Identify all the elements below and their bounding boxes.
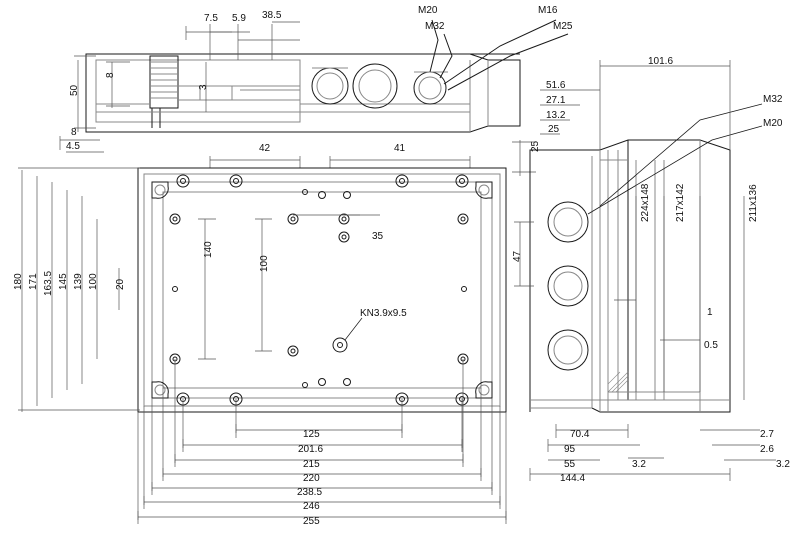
dim-label: 220 [303,473,320,484]
dim-label: 139 [73,273,84,290]
dim-label: 27.1 [546,95,566,106]
dim-label: 20 [115,278,126,290]
dim-label: 8 [105,72,116,78]
dim-label: 42 [259,143,271,154]
thread-label-kn: KN3.9x9.5 [360,308,407,319]
thread-label-m25: M25 [553,21,573,32]
dim-label: 163.5 [43,270,54,296]
dim-label: 7.5 [204,13,218,24]
dim-label: 70.4 [570,429,590,440]
dim-label: 55 [564,459,576,470]
dim-label: 238.5 [297,487,323,498]
dim-label: 100 [88,273,99,290]
dim-label: 3.2 [632,459,646,470]
dim-label: 140 [203,241,214,258]
dim-label: 0.5 [704,340,718,351]
dim-label: 35 [372,231,384,242]
dim-label: 125 [303,429,320,440]
dim-label: 25 [548,124,560,135]
dim-label: 2.7 [760,429,774,440]
dim-label: 224x148 [640,183,651,222]
dim-label: 180 [13,273,24,290]
dim-label: 201.6 [298,444,324,455]
thread-label-m32-end: M32 [763,94,783,105]
dim-label: 255 [303,516,320,527]
dim-label: 50 [69,84,80,96]
dim-label: 2.6 [760,444,774,455]
dim-label: 95 [564,444,576,455]
dim-label: 171 [28,273,39,290]
dim-label: 211x136 [748,184,759,222]
dim-label: 25 [530,140,541,152]
dim-label: 217x142 [675,183,686,222]
dim-label: 144.4 [560,473,586,484]
dim-label: 4.5 [66,141,80,152]
dim-label: 38.5 [262,10,282,21]
dim-label: 5.9 [232,13,246,24]
dim-label: 246 [303,501,320,512]
dim-label: 3 [198,84,209,90]
dim-label: 3.2 [776,459,790,470]
dim-label: 41 [394,143,406,154]
thread-label-m16: M16 [538,5,558,16]
dim-label: 1 [707,307,713,318]
dim-label: 101.6 [648,56,674,67]
dim-label: 13.2 [546,110,566,121]
thread-label-m32: M32 [425,21,445,32]
dim-label: 145 [58,273,69,290]
dim-label: 51.6 [546,80,566,91]
thread-label-m20: M20 [418,5,438,16]
dim-label: 215 [303,459,320,470]
dim-label: 8 [71,127,77,138]
dim-label: 47 [512,250,523,262]
dim-label: 100 [259,255,270,272]
thread-label-m20-end: M20 [763,118,783,129]
